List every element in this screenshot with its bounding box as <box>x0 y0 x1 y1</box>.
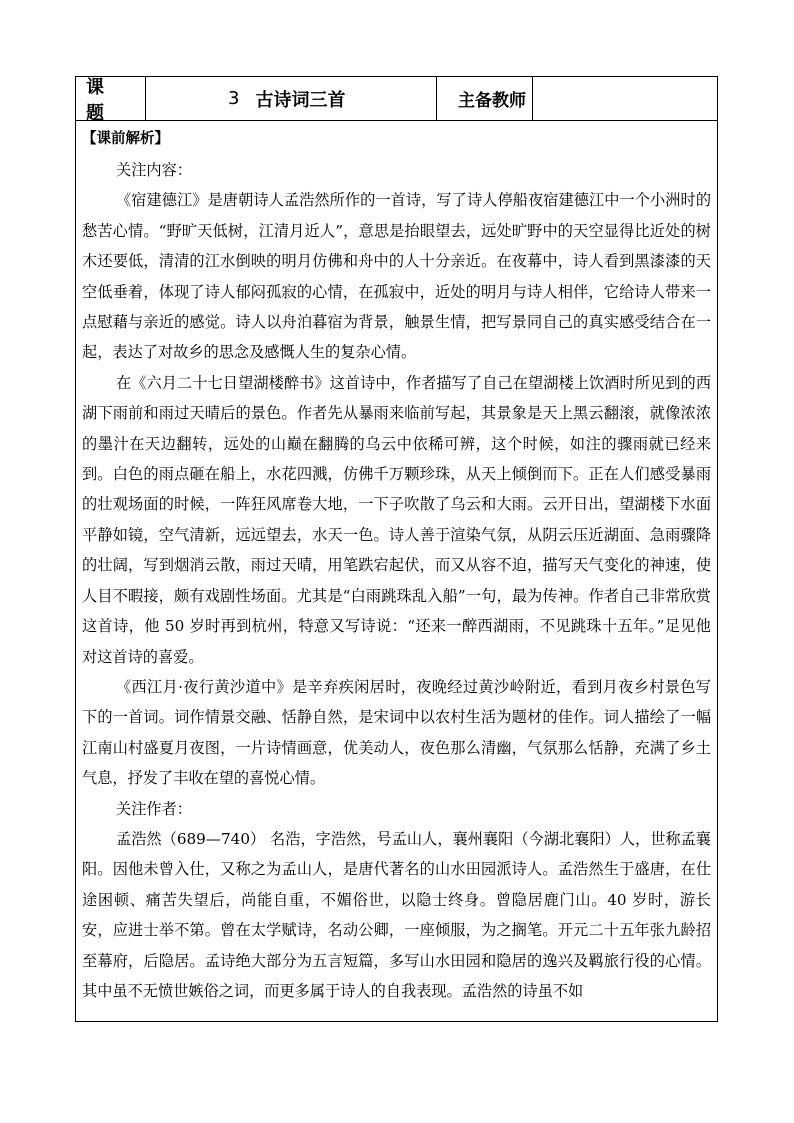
paragraph-author: 孟浩然（689—740） 名浩，字浩然，号孟山人，襄州襄阳（今湖北襄阳）人，世称孟襄阳。因他未曾入仕，又称之为孟山人，是唐代著名的山水田园派诗人。孟浩然生于盛唐，在仕途困顿、痛苦失望后，尚能自重，不媚俗世，以隐士终身。曾隐居鹿门山。40 岁时，游长安，应进士举不第。曾在太学赋诗，名动公卿，一座倾服，为之搁笔。开元二十五年张九龄招至幕府，后隐居。孟诗绝大部分为五言短篇，多写山水田园和隐居的逸兴及羁旅行役的心情。其中虽不无愤世嫉俗之词，而更多属于诗人的自我表现。孟浩然的诗虽不如 <box>82 829 711 1000</box>
header-row <box>76 76 717 124</box>
lesson-title: 古诗词三首 <box>255 89 346 111</box>
content-cell <box>76 121 717 1006</box>
lesson-number: 3 <box>228 88 240 109</box>
lead-teacher-value[interactable] <box>533 77 717 120</box>
lesson-title-cell <box>146 77 437 120</box>
focus-author-label: 关注作者： <box>116 799 192 818</box>
paragraph-poem-1: 《宿建德江》是唐朝诗人孟浩然所作的一首诗，写了诗人停船夜宿建德江中一个小洲时的愁苦心情。“野旷天低树，江清月近人”，意思是抬眼望去，远处旷野中的天空显得比近处的树木还要低，清清的江水倒映的明月仿佛和舟中的人十分亲近。在夜幕中，诗人看到黑漆漆的天空低垂着，体现了诗人郁闷孤寂的心情，在孤寂中，近处的明月与诗人相伴，它给诗人带来一点慰藉与亲近的感觉。诗人以舟泊暮宿为背景，触景生情，把写景同自己的真实感受结合在一起，表达了对故乡的思念及感慨人生的复杂心情。 <box>82 191 711 362</box>
paragraph-poem-3: 《西江月·夜行黄沙道中》是辛弃疾闲居时，夜晚经过黄沙岭附近，看到月夜乡村景色写下的一首词。词作情景交融、恬静自然，是宋词中以农村生活为题材的佳作。词人描绘了一幅江南山村盛夏月夜图，一片诗情画意，优美动人，夜色那么清幽，气氛那么恬静，充满了乡土气息，抒发了丰收在望的喜悦心情。 <box>82 677 711 788</box>
lesson-plan-table <box>75 76 718 1022</box>
section-heading: 【课前解析】 <box>82 131 169 147</box>
lesson-label: 课题 <box>76 77 146 120</box>
lead-teacher-label: 主备教师 <box>437 77 533 120</box>
paragraph-poem-2: 在《六月二十七日望湖楼醉书》这首诗中，作者描写了自己在望湖楼上饮酒时所见到的西湖下雨前和雨过天晴后的景色。作者先从暴雨来临前写起，其景象是天上黑云翻滚，就像浓浓的墨汁在天边翻转，远处的山巅在翻腾的乌云中依稀可辨，这个时候，如注的骤雨就已经来到。白色的雨点砸在船上，水花四溅，仿佛千万颗珍珠，从天上倾倒而下。正在人们感受暴雨的壮观场面的时候，一阵狂风席卷大地，一下子吹散了乌云和大雨。云开日出，望湖楼下水面平静如镜，空气清新，远远望去，水天一色。诗人善于渲染气氛，从阴云压近湖面、急雨骤降的壮阔，写到烟消云散，雨过天晴，用笔跌宕起伏，而又从容不迫，描写天气变化的神速，使人目不暇接，颇有戏剧性场面。尤其是“白雨跳珠乱入船”一句，最为传神。作者自己非常欣赏这首诗，他 50 岁时再到杭州，特意又写诗说：“还来一醉西湖雨，不见跳珠十五年。”足见他对这首诗的喜爱。 <box>82 373 711 666</box>
focus-content-label: 关注内容： <box>116 161 192 179</box>
